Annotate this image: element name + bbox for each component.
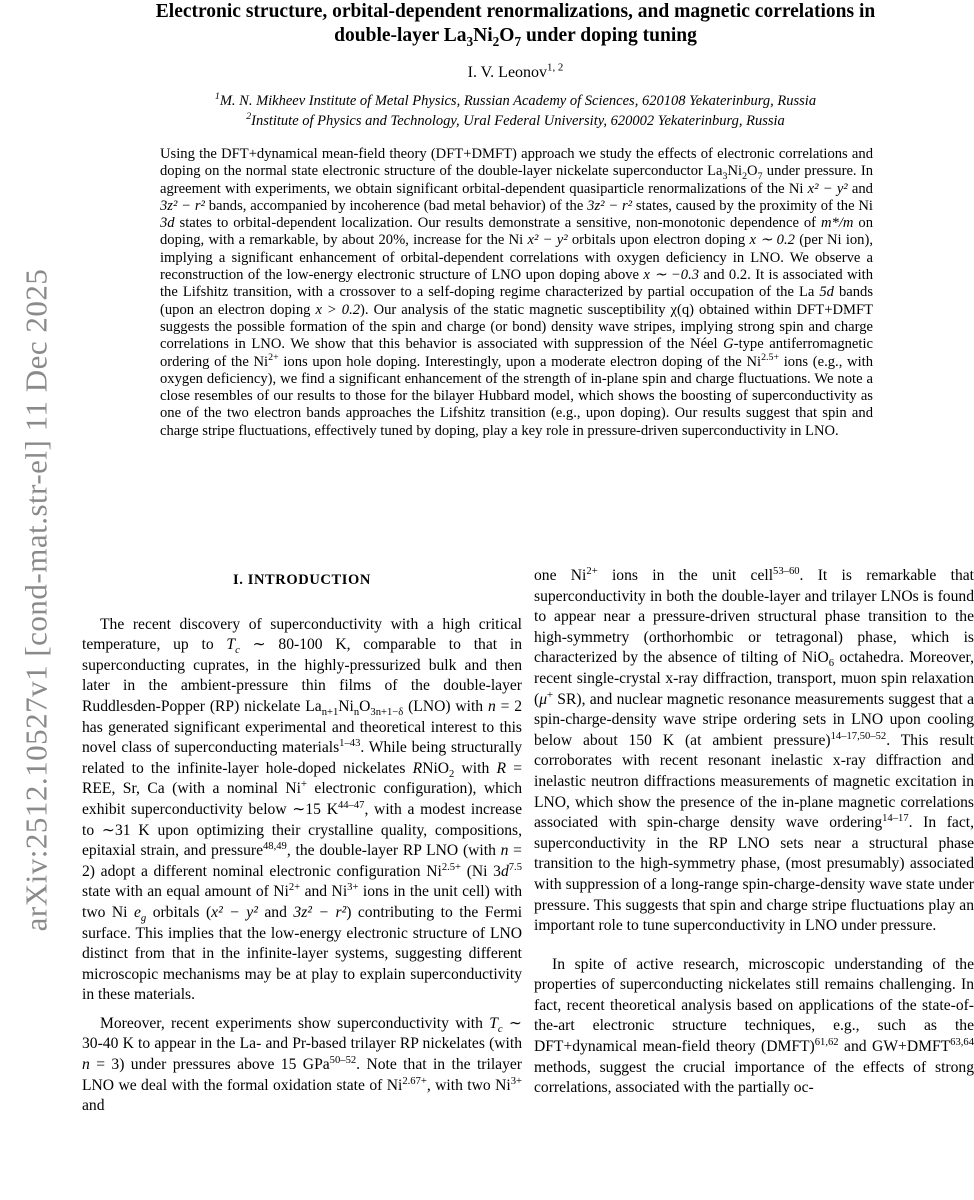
intro-paragraph-2-continued: one $Ni^{2+}$ ions in the unit cell$^{53-60}$. It is remarkable that superconductivity in both the double-layer and trilayer LNOs is found to appear near a pressure-driven structural phase transition to the high-symmetry (orthorhombic or tetragonal) phase, which is characterized by the absence of tilting of NiO$_6$ octahedra. Moreover, recent single-crystal x-ray diffraction, transport, muon spin relaxation (μ+ SR), and nuclear magnetic resonance measurements suggest that a spin-charge-density wave stripe ordering sets in LNO upon cooling below about 150 K (at ambient pressure)$^{14-17,50-52}$. This result corroborates with recent resonant inelastic x-ray diffraction and inelastic neutron diffractions measurements of magnetic excitation in LNO, which show the presence of the in-plane magnetic correlations associated with spin-charge density wave ordering$^{14-17}$. In fact, superconductivity in the RP LNO sets near a structural phase transition to the high-symmetry phase, (most presumably) associated with suppression of a long-range spin-charge-density wave state under pressure. This suggests that spin and charge stripe fluctuations play an important role to tune superconductivity in LNO under pressure. bbox=[534, 565, 974, 935]
affiliation-1: $^1$M. N. Mikheev Institute of Metal Physics, Russian Academy of Sciences, 620108 Yekaterinburg, Russia bbox=[214, 91, 817, 109]
section-heading-introduction: I. INTRODUCTION bbox=[233, 572, 371, 588]
abstract: Using the DFT+dynamical mean-field theory (DFT+DMFT) approach we study the effects of electronic correlations and doping on the normal state electronic structure of the double-layer nickelate superconductor $La_3Ni_2O_7$ under pressure. In agreement with experiments, we obtain significant orbital-dependent quasiparticle renormalizations of the Ni x² − y² and 3z² − r² bands, accompanied by incoherence (bad metal behavior) of the 3z² − r² states, caused by the proximity of the Ni 3d states to orbital-dependent localization. Our results demonstrate a sensitive, non-monotonic dependence of m*/m on doping, with a remarkable, by about 20%, increase for the Ni x² − y² orbitals upon electron doping x ∼ 0.2 (per Ni ion), implying a significant enhancement of orbital-dependent correlations with oxygen deficiency in LNO. We observe a reconstruction of the low-energy electronic structure of LNO upon doping above x ∼ −0.3 and 0.2. It is associated with the Lifshitz transition, with a crossover to a self-doping regime characterized by partial occupation of the La 5d bands (upon an electron doping x > 0.2). Our analysis of the static magnetic susceptibility χ(q) obtained within DFT+DMFT suggests the possible formation of the spin and charge (or bond) density wave stripes, implying strong spin and charge correlations in LNO. We show that this behavior is associated with suppression of the Néel G-type antiferromagnetic ordering of the $Ni^{2+}$ ions upon hole doping. Interestingly, upon a moderate electron doping of the $Ni^{2.5+}$ ions (e.g., with oxygen deficiency), we find a significant enhancement of the strength of in-plane spin and charge fluctuations. We note a close resembles of our results to those for the bilayer Hubbard model, which shows the boosting of superconductivity as one of the two electron bands approaches the Lifshitz transition (e.g., upon doping). Our results suggest that spin and charge stripe fluctuations, effectively tuned by doping, play a key role in pressure-driven superconductivity in LNO. bbox=[160, 146, 873, 439]
affiliation-2: $^2$Institute of Physics and Technology, Ural Federal University, 620002 Yekaterinburg, Russia bbox=[246, 111, 785, 129]
intro-paragraph-2: Moreover, recent experiments show superconductivity with $T_c$ ∼ 30-40 K to appear in the La- and Pr-based trilayer RP nickelates (with n = 3) under pressures above 15 GPa$^{50-52}$. Note that in the trilayer LNO we deal with the formal oxidation state of $Ni^{2.67+}$, with two $Ni^{3+}$ and bbox=[82, 1014, 522, 1115]
paper-page bbox=[60, 0, 974, 1200]
author-line bbox=[60, 61, 971, 82]
paper-title bbox=[60, 0, 971, 48]
title-line-2: double-layer $La_3Ni_2O_7$ under doping tuning bbox=[334, 25, 697, 49]
arxiv-identifier: arXiv:2512.10527v1 [cond-mat.str-el] 11 Dec 2025 bbox=[18, 268, 53, 932]
intro-paragraph-3: In spite of active research, microscopic understanding of the properties of superconducting nickelates still remains challenging. In fact, recent theoretical analysis based on applications of the state-of-the-art electronic structure techniques, e.g., such as the DFT+dynamical mean-field theory (DMFT)$^{61,62}$ and GW+DMFT$^{63,64}$ methods, suggest the crucial importance of the effects of strong correlations, associated with the partially oc- bbox=[534, 955, 974, 1097]
author-affiliation-marks: 1, 2 bbox=[547, 61, 564, 74]
left-column bbox=[82, 568, 522, 1117]
title-line-1: Electronic structure, orbital-dependent renormalizations, and magnetic correlations in bbox=[155, 1, 876, 22]
right-column bbox=[534, 566, 974, 1099]
intro-paragraph-1: The recent discovery of superconductivity with a high critical temperature, up to $T_c$ ∼ 80-100 K, comparable to that in superconducting cuprates, in the highly-pressurized bulk and then later in the ambient-pressure thin films of the double-layer Ruddlesden-Popper (RP) nickelate $La_{n+1}Ni_nO_{3n+1-\delta}$ (LNO) with n = 2 has generated significant experimental and theoretical interest to this novel class of superconducting materials$^{1-43}$. While being structurally related to the infinite-layer hole-doped nickelates RNiO$_2$ with R = REE, Sr, Ca (with a nominal Ni+ electronic configuration), which exhibit superconductivity below ∼15 $K^{44-47}$, with a modest increase to ∼31 K upon optimizing their crystalline quality, compositions, epitaxial strain, and pressure$^{48,49}$, the double-layer RP LNO (with n = 2) adopt a different nominal electronic configuration $Ni^{2.5+}$ (Ni $3d^{7.5}$ state with an equal amount of $Ni^{2+}$ and $Ni^{3+}$ ions in the unit cell) with two Ni $e_g$ orbitals (x² − y² and 3z² − r²) contributing to the Fermi surface. This implies that the low-energy electronic structure of LNO distinct from that in the infinite-layer systems, suggesting different microscopic mechanisms may be at play to explain superconductivity in these materials. bbox=[82, 615, 523, 1004]
author-name: I. V. Leonov bbox=[467, 64, 548, 81]
arxiv-sidebar bbox=[16, 0, 56, 1200]
